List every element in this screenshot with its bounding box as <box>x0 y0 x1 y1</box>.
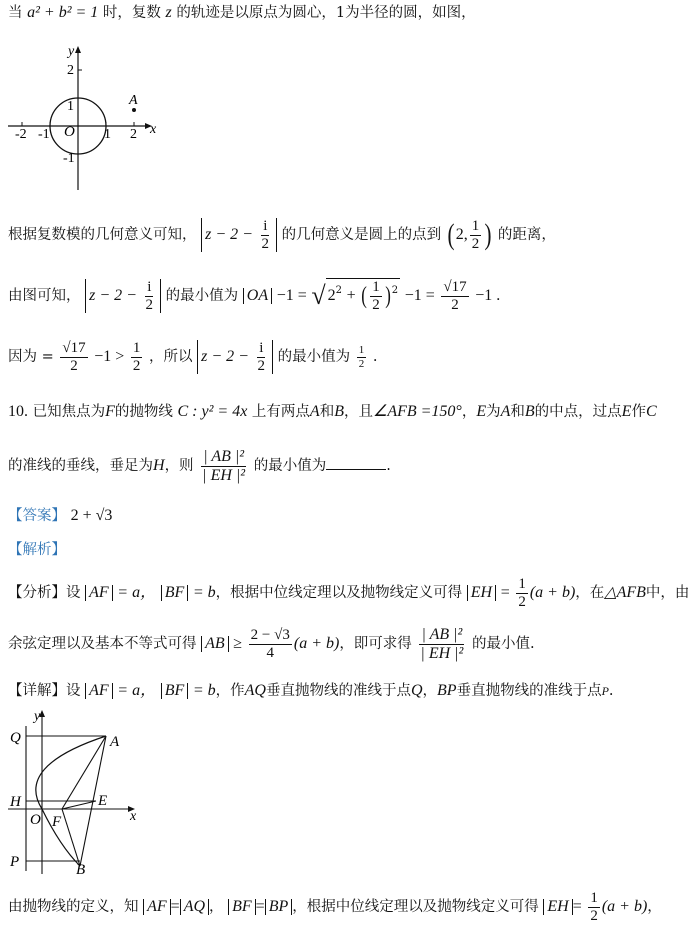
abs: BP <box>265 899 293 915</box>
num: 1 <box>590 890 598 906</box>
text: −1 > <box>94 348 125 365</box>
abs: BF <box>161 585 189 601</box>
text: ， <box>647 899 662 915</box>
text: 为 <box>486 404 501 420</box>
abs: BF <box>228 899 256 915</box>
num: | AB |² <box>421 626 463 643</box>
point-a-label: A <box>129 93 138 108</box>
expr: (a + b) <box>529 584 576 601</box>
text: ， <box>461 404 477 420</box>
y-label: y <box>68 44 75 59</box>
question-number: 10. <box>8 403 28 420</box>
abs: EH <box>467 585 496 601</box>
text: = <box>255 898 265 915</box>
xiangjie-line <box>8 683 614 699</box>
text: 的最小值为 <box>253 458 327 475</box>
a-label: A <box>110 734 120 750</box>
var: C <box>645 403 657 420</box>
abs-expression <box>201 218 277 252</box>
var: A <box>500 403 511 420</box>
text: 和 <box>319 404 335 420</box>
fraction <box>516 576 528 610</box>
text: ，在 <box>575 585 605 601</box>
exponent: 2 <box>391 285 399 296</box>
text: 的距离， <box>497 227 556 243</box>
text: . <box>386 458 391 475</box>
text: 已知焦点为 <box>32 404 106 420</box>
line-3 <box>8 278 500 313</box>
base: 2 <box>327 287 336 304</box>
section-label: 【分析】 <box>8 585 66 601</box>
num: 1 <box>471 218 480 234</box>
num: 2 − √3 <box>250 627 290 644</box>
origin-label: O <box>64 124 75 140</box>
text: ，所以 <box>148 349 193 365</box>
var: H <box>153 457 165 475</box>
coord: 2, <box>455 226 468 243</box>
text: 垂直抛物线的准线于点 <box>265 683 411 699</box>
tick-label: 1 <box>67 99 74 114</box>
paren: ) <box>384 283 391 309</box>
text: 设 <box>66 683 81 699</box>
text: . <box>608 683 614 699</box>
y-label: y <box>34 709 41 724</box>
expr: z − 2 − <box>201 348 249 365</box>
fraction <box>249 627 292 661</box>
var: B <box>524 403 535 420</box>
tick-label: 2 <box>67 63 74 78</box>
fraction <box>60 340 87 374</box>
seg: BP <box>437 682 457 699</box>
den: 2 <box>518 593 526 610</box>
segment-fe <box>62 801 96 809</box>
tick-label: -2 <box>15 127 27 142</box>
fraction <box>256 340 268 374</box>
text: ，根据中位线定理以及抛物线定义可得 <box>215 585 463 601</box>
text: 时，复数 <box>102 5 161 21</box>
text: −1 = <box>276 287 307 304</box>
var: E <box>621 403 632 420</box>
text: 和 <box>510 404 525 420</box>
den: 2 <box>590 907 598 924</box>
fraction <box>200 448 247 484</box>
text: = <box>500 584 510 601</box>
den: 2 <box>261 235 270 252</box>
abs: AF <box>85 683 113 699</box>
var: Q <box>410 682 423 699</box>
den: 2 <box>145 296 154 313</box>
text: 垂直抛物线的准线于点 <box>456 683 602 699</box>
num: √17 <box>62 340 86 356</box>
exponent: 2 <box>335 285 343 296</box>
den: 2 <box>132 357 141 374</box>
section-label: 【详解】 <box>8 683 66 699</box>
sqrt-sign: √ <box>311 281 326 310</box>
var: P <box>601 684 609 698</box>
text: ≥ <box>233 635 243 653</box>
answer-line <box>8 508 112 524</box>
text: 设 <box>66 585 81 601</box>
den: | EH |² <box>420 644 464 662</box>
den: 2 <box>372 296 380 313</box>
question-10-line-1 <box>8 404 657 420</box>
sqrt-body <box>326 278 401 313</box>
text: 作 <box>631 404 646 420</box>
fraction <box>357 344 367 369</box>
o-label: O <box>30 812 41 828</box>
text: 由图可知， <box>8 288 81 304</box>
text: = <box>572 898 582 915</box>
variable: z <box>165 4 172 21</box>
text: = b <box>192 682 216 699</box>
num: | AB |² <box>203 448 245 465</box>
abs: AB <box>201 636 229 652</box>
text: 的中点，过点 <box>534 404 622 420</box>
text: ， <box>422 683 438 699</box>
plus: + <box>346 287 356 304</box>
expr: z − 2 − <box>205 226 253 243</box>
text: −1 . <box>475 287 501 304</box>
fraction <box>370 279 382 313</box>
text: ， <box>209 899 224 915</box>
triangle: △AFB <box>604 584 646 601</box>
answer-blank <box>326 457 386 470</box>
line-1 <box>8 5 476 21</box>
num: 1 <box>372 279 380 295</box>
text: ，根据中位线定理以及抛物线定义可得 <box>292 899 539 915</box>
paren: ( <box>361 283 368 309</box>
abs: AQ <box>180 899 209 915</box>
fraction <box>144 279 156 313</box>
den: 2 <box>70 357 78 374</box>
den: 2 <box>451 296 459 313</box>
oa-length: OA <box>243 288 272 304</box>
y-arrow <box>75 46 81 53</box>
fenxi-line-1 <box>8 576 689 610</box>
expr: (a + b) <box>293 635 340 653</box>
answer-label: 【答案】 <box>8 508 66 524</box>
point-a-dot <box>132 108 136 112</box>
fraction <box>418 626 465 662</box>
tick-label: -1 <box>63 151 75 166</box>
expr: z − 2 − <box>89 287 137 304</box>
line-4 <box>8 340 377 374</box>
paren: ( <box>447 218 455 251</box>
text: = a， <box>117 682 157 699</box>
text: ，则 <box>164 458 194 475</box>
abs-expression <box>85 279 161 313</box>
text: 由抛物线的定义，知 <box>8 899 139 915</box>
p-label: P <box>10 854 20 870</box>
analysis-label: 【解析】 <box>8 542 66 558</box>
text: = <box>170 898 180 915</box>
text: 的抛物线 <box>114 404 173 420</box>
tick-label: 2 <box>130 127 137 142</box>
text: 余弦定理以及基本不等式可得 <box>8 636 197 653</box>
var: A <box>309 403 320 420</box>
text: −1 = <box>404 287 435 304</box>
text: 中，由 <box>645 585 689 601</box>
text: 的准线的垂线，垂足为 <box>8 458 153 475</box>
num: √17 <box>443 279 467 295</box>
text: 的最小值为 <box>277 349 351 365</box>
fenxi-line-2 <box>8 626 535 662</box>
fraction <box>260 218 272 252</box>
b-label: B <box>76 862 86 878</box>
text: ，作 <box>215 683 245 699</box>
h-label: H <box>10 794 21 810</box>
expr: (a + b) <box>601 898 648 915</box>
text: 上有两点 <box>251 404 310 420</box>
e-label: E <box>98 793 108 809</box>
num: i <box>147 279 152 295</box>
abs: AF <box>143 899 171 915</box>
den: 4 <box>266 644 274 661</box>
seg: AQ <box>244 682 266 699</box>
tick-label: -1 <box>38 127 50 142</box>
q-label: Q <box>10 730 21 746</box>
angle: ∠AFB =150° <box>372 403 462 420</box>
abs: AF <box>85 585 113 601</box>
text: 因为 = <box>8 349 54 365</box>
text: 根据复数模的几何意义可知， <box>8 227 197 243</box>
den: 2 <box>471 235 480 252</box>
fraction <box>470 218 482 252</box>
text: 的轨迹是以原点为圆心，1为半径的圆，如图， <box>176 5 476 21</box>
text: 的几何意义是圆上的点到 <box>281 227 442 243</box>
num: 1 <box>518 576 526 592</box>
f-label: F <box>52 814 62 830</box>
text: = b <box>192 584 216 601</box>
line-2 <box>8 218 556 252</box>
figure-parabola <box>0 706 160 876</box>
x-label: x <box>150 122 157 137</box>
den: 2 <box>257 357 266 374</box>
num: 1 <box>132 340 141 356</box>
tick-label: 1 <box>104 127 111 142</box>
text: ，且 <box>343 404 373 420</box>
fraction <box>588 890 600 924</box>
segment-fb <box>62 809 80 866</box>
equation: a² + b² = 1 <box>27 4 99 21</box>
equation: C : y² = 4x <box>177 403 248 420</box>
num: i <box>263 218 268 234</box>
num: 1 <box>358 344 365 357</box>
var: F <box>105 403 115 420</box>
abs: BF <box>161 683 189 699</box>
num: i <box>259 340 264 356</box>
text: 的最小值. <box>471 636 535 653</box>
paren: ) <box>484 218 492 251</box>
den: 2 <box>358 357 365 370</box>
last-line <box>8 890 662 924</box>
answer-value: 2 + √3 <box>70 507 113 524</box>
text: = a， <box>117 584 157 601</box>
abs: EH <box>543 899 572 915</box>
text: 当 <box>8 5 23 21</box>
text: ，即可求得 <box>339 636 412 653</box>
text: 的最小值为 <box>165 288 239 304</box>
question-10-line-2 <box>8 448 391 484</box>
den: | EH |² <box>202 466 246 484</box>
abs-expression <box>197 340 273 374</box>
var: B <box>334 403 344 420</box>
fraction <box>441 279 468 313</box>
text: . <box>372 349 378 365</box>
fraction <box>131 340 143 374</box>
x-label: x <box>130 809 137 824</box>
figure-unit-circle <box>0 38 175 198</box>
var: E <box>476 403 487 420</box>
